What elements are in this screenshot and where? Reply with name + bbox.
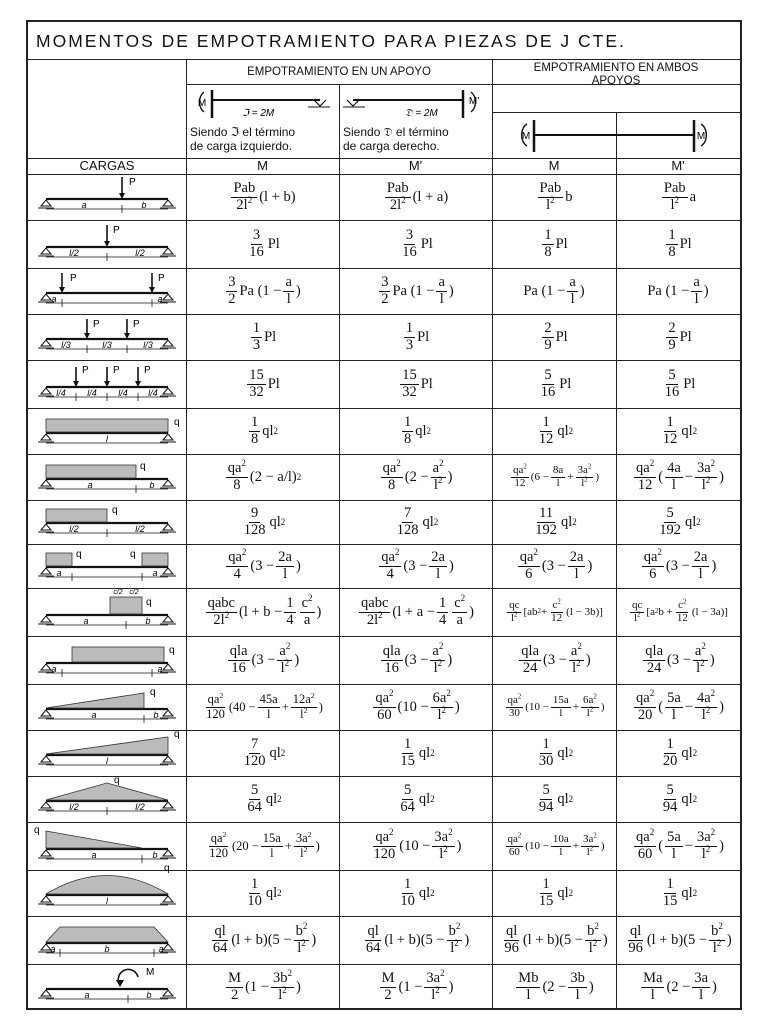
formula-r1-c4: $\frac{\text{Pab}}{l^2}$ a [663, 180, 697, 213]
formula-r1-c3: $\frac{\text{Pab}}{l^2}$ b [539, 180, 573, 213]
dim-l4: l/4 [118, 388, 128, 398]
load-diagram-12 [32, 685, 182, 729]
legend-left-note-2: de carga izquierdo. [190, 139, 293, 153]
formula-r4-c1: $\frac{1}{3}$ Pl [252, 320, 277, 353]
formula-r16-c3: $\frac{1}{15}$ ql 2 [538, 876, 574, 909]
formula-r5-c1: $\frac{15}{32}$ Pl [249, 367, 280, 400]
dim-a: a [87, 480, 93, 490]
dim-a: a [83, 616, 89, 626]
dim-l2: l/2 [69, 524, 79, 534]
dim-l4: l/4 [56, 388, 66, 398]
legend-right-fixed-beam [343, 88, 493, 124]
legend-left-fixed-beam [190, 88, 340, 124]
load-p-label: P [129, 177, 136, 188]
load-m-label: M [146, 967, 155, 978]
header-one-support: EMPOTRAMIENTO EN UN APOYO [247, 66, 431, 78]
load-p-label: P [113, 365, 120, 376]
formula-r17-c4: $\frac{ql}{96}$ (l + b)(5 − $\frac{b^2}{l^2}$ ) [628, 921, 732, 956]
load-p-label: P [93, 319, 100, 330]
header-col-m: M [257, 158, 268, 173]
dim-b: b [141, 200, 147, 210]
formula-r18-c3: $\frac{Mb}{l}$ (2 − $\frac{3b}{l}$ ) [518, 970, 594, 1003]
formula-r4-c3: $\frac{2}{9}$ Pl [544, 320, 568, 353]
load-diagram-2 [32, 221, 182, 267]
formula-r6-c2: $\frac{1}{8}$ ql 2 [403, 414, 432, 447]
dim-a: a [81, 200, 87, 210]
formula-r14-c4: $\frac{5}{94}$ ql 2 [662, 782, 698, 815]
dim-a: a [157, 664, 163, 674]
formula-r7-c2: $\frac{qa^2}{8}$ (2 − $\frac{a^2}{l^2}$ ) [382, 458, 453, 493]
load-diagram-3 [32, 269, 182, 313]
formula-r1-c2: $\frac{\text{Pab}}{2l^2}$ (l + a) [386, 180, 449, 213]
formula-r8-c4: $\frac{5}{192}$ ql 2 [659, 505, 701, 538]
formula-r2-c2: $\frac{3}{16}$ Pl [402, 227, 433, 260]
formula-r10-c3: $\frac{qc}{l^2}$ [ab 2 + $\frac{c^2}{12}$ (l − 3b)] [509, 598, 603, 624]
formula-r4-c4: $\frac{2}{9}$ Pl [668, 320, 692, 353]
load-q-label: q [112, 505, 118, 516]
dim-l4: l/4 [148, 388, 158, 398]
load-q-label: q [34, 825, 40, 836]
dim-l3: l/3 [102, 340, 112, 350]
formula-r5-c3: $\frac{5}{16}$ Pl [540, 367, 572, 400]
load-diagram-7 [32, 455, 182, 499]
dim-a: a [91, 710, 97, 720]
formula-r6-c1: $\frac{1}{8}$ ql 2 [250, 414, 279, 447]
legend-left-note-1: Siendo ℑ el término [190, 125, 296, 139]
formula-r5-c2: $\frac{15}{32}$ Pl [402, 367, 433, 400]
formula-r10-c1: $\frac{\text{qabc}}{2l^2}$ (l + b − $\frac{1}{4}$ $\frac{c^2}{a}$ ) [207, 593, 322, 628]
load-q-label: q [174, 417, 180, 428]
load-diagram-17 [32, 917, 182, 963]
formula-r11-c2: $\frac{\text{qla}}{16}$ (3 − $\frac{a^2}{l^2}$ ) [382, 641, 453, 676]
formula-r15-c4: $\frac{qa^2}{60}$ ( $\frac{5a}{l}$ − $\frac{3a^2}{l^2}$ ) [636, 827, 724, 862]
dim-a: a [56, 568, 62, 578]
load-diagram-10 [32, 589, 182, 635]
formula-r3-c4: Pa (1 − $\frac{a}{l}$ ) [647, 274, 709, 307]
formula-r15-c3: $\frac{qa^2}{60}$ (10 − $\frac{10a}{l}$ + $\frac{3a^2}{l^2}$ ) [507, 832, 605, 858]
formula-r7-c3: $\frac{qa^2}{12}$ (6 − $\frac{8a}{l}$ + $\frac{3a^2}{l^2}$ ) [513, 463, 599, 489]
formula-r12-c2: $\frac{qa^2}{60}$ (10 − $\frac{6a^2}{l^2}$ ) [375, 688, 460, 723]
formula-table [26, 20, 742, 1010]
formula-r16-c1: $\frac{1}{10}$ ql 2 [247, 876, 282, 909]
legend-mp-label: M' [468, 96, 480, 107]
header-both-line-2: APOYOS [591, 75, 641, 87]
load-diagram-9 [32, 545, 182, 587]
dim-l3: l/3 [143, 340, 153, 350]
dim-a: a [158, 944, 164, 954]
formula-r10-c2: $\frac{\text{qabc}}{2l^2}$ (l + a − $\frac{1}{4}$ $\frac{c^2}{a}$ ) [361, 593, 474, 628]
load-q-label: q [164, 863, 170, 874]
formula-r12-c1: $\frac{qa^2}{120}$ (40 − $\frac{45a}{l}$ + $\frac{12a^2}{l^2}$ ) [206, 691, 323, 721]
formula-r2-c4: $\frac{1}{8}$ Pl [668, 227, 692, 260]
dim-l: l [106, 896, 108, 906]
header-col-m-both: M [548, 158, 560, 173]
load-p-label: P [113, 225, 120, 236]
legend-both-m: M [521, 131, 531, 142]
load-q-label: q [130, 549, 136, 560]
load-p-label: P [144, 365, 151, 376]
dim-b: b [149, 480, 155, 490]
dim-l4: l/4 [87, 388, 97, 398]
formula-r15-c2: $\frac{qa^2}{120}$ (10 − $\frac{3a^2}{l^2}$ ) [373, 827, 462, 862]
load-diagram-1 [32, 175, 182, 219]
formula-r12-c4: $\frac{qa^2}{20}$ ( $\frac{5a}{l}$ − $\frac{4a^2}{l^2}$ ) [636, 688, 724, 723]
load-q-label: q [174, 729, 180, 740]
formula-r14-c2: $\frac{5}{64}$ ql 2 [400, 782, 435, 815]
load-q-label: q [150, 687, 156, 698]
load-p-label: P [82, 365, 89, 376]
load-diagram-18 [32, 965, 182, 1009]
dim-a: a [157, 294, 163, 304]
load-diagram-16 [32, 863, 182, 915]
load-diagram-4 [32, 315, 182, 359]
dim-a: a [91, 850, 97, 860]
legend-both-mp: M' [696, 131, 708, 142]
dim-b: b [146, 990, 152, 1000]
load-p-label: P [133, 319, 140, 330]
formula-r18-c1: $\frac{M}{2}$ (1 − $\frac{3b^2}{l^2}$ ) [228, 968, 301, 1003]
formula-r9-c1: $\frac{qa^2}{4}$ (3 − $\frac{2a}{l}$ ) [228, 547, 301, 582]
formula-r1-c1: $\frac{\text{Pab}}{2l^2}$ (l + b) [233, 180, 296, 213]
header-both-line-1: EMPOTRAMIENTO EN AMBOS [533, 62, 699, 74]
legend-both-fixed-beam [516, 118, 726, 158]
formula-r3-c3: Pa (1 − $\frac{a}{l}$ ) [523, 274, 585, 307]
formula-r7-c4: $\frac{qa^2}{12}$ ( $\frac{4a}{l}$ − $\frac{3a^2}{l^2}$ ) [636, 458, 724, 493]
dim-l: l [106, 756, 108, 766]
formula-r8-c3: $\frac{11}{192}$ ql 2 [535, 505, 577, 538]
dim-l: l [106, 434, 108, 444]
formula-r11-c3: $\frac{\text{qla}}{24}$ (3 − $\frac{a^2}{l^2}$ ) [521, 641, 591, 676]
dim-b: b [104, 944, 110, 954]
header-cargas: CARGAS [79, 158, 135, 173]
dim-a: a [84, 990, 90, 1000]
dim-l2: l/2 [69, 248, 79, 258]
formula-r17-c2: $\frac{ql}{64}$ (l + b)(5 − $\frac{b^2}{l^2}$ ) [365, 921, 470, 956]
dim-l2: l/2 [135, 524, 145, 534]
load-diagram-6 [32, 409, 182, 453]
formula-r13-c4: $\frac{1}{20}$ ql 2 [662, 736, 698, 769]
formula-r11-c4: $\frac{\text{qla}}{24}$ (3 − $\frac{a^2}{l^2}$ ) [645, 641, 715, 676]
formula-r5-c4: $\frac{5}{16}$ Pl [664, 367, 696, 400]
header-divider [492, 112, 740, 113]
page-title: MOMENTOS DE EMPOTRAMIENTO PARA PIEZAS DE J CTE. [28, 22, 740, 60]
load-q-label: q [140, 461, 146, 472]
load-diagram-15 [32, 823, 182, 869]
dim-c2: c/2 [129, 589, 139, 596]
formula-r9-c4: $\frac{qa^2}{6}$ (3 − $\frac{2a}{l}$ ) [643, 547, 717, 582]
legend-m-label: M [197, 98, 207, 109]
formula-r18-c2: $\frac{M}{2}$ (1 − $\frac{3a^2}{l^2}$ ) [381, 968, 454, 1003]
load-diagram-13 [32, 731, 182, 775]
formula-r18-c4: $\frac{Ma}{l}$ (2 − $\frac{3a}{l}$ ) [643, 970, 717, 1003]
load-diagram-5 [32, 361, 182, 407]
legend-right-eq: 𝔇 = 2M [405, 108, 438, 119]
formula-r2-c1: $\frac{3}{16}$ Pl [249, 227, 280, 260]
formula-r14-c3: $\frac{5}{94}$ ql 2 [538, 782, 574, 815]
formula-r4-c2: $\frac{1}{3}$ Pl [405, 320, 430, 353]
formula-r14-c1: $\frac{5}{64}$ ql 2 [247, 782, 282, 815]
dim-b: b [153, 710, 159, 720]
formula-r17-c1: $\frac{ql}{64}$ (l + b)(5 − $\frac{b^2}{l^2}$ ) [212, 921, 317, 956]
formula-r10-c4: $\frac{qc}{l^2}$ [a 2 b + $\frac{c^2}{12}$ (l − 3a)] [632, 598, 728, 624]
formula-r7-c1: $\frac{qa^2}{8}$ (2 − a/l) 2 [227, 458, 302, 493]
dim-b: b [152, 850, 158, 860]
formula-r3-c1: $\frac{3}{2}$ Pa (1 − $\frac{a}{l}$ ) [228, 274, 301, 307]
formula-r13-c1: $\frac{7}{120}$ ql 2 [243, 736, 286, 769]
load-q-label: q [76, 549, 82, 560]
legend-right-note-2: de carga derecho. [343, 139, 440, 153]
load-q-label: q [169, 645, 175, 656]
formula-r13-c3: $\frac{1}{30}$ ql 2 [538, 736, 574, 769]
load-diagram-8 [32, 501, 182, 543]
dim-a: a [152, 568, 158, 578]
formula-r16-c2: $\frac{1}{10}$ ql 2 [400, 876, 435, 909]
formula-r15-c1: $\frac{qa^2}{120}$ (20 − $\frac{15a}{l}$ + $\frac{3a^2}{l^2}$ ) [209, 830, 320, 860]
dim-l2: l/2 [135, 802, 145, 812]
formula-r6-c4: $\frac{1}{12}$ ql 2 [662, 414, 698, 447]
load-p-label: P [158, 273, 165, 284]
dim-c2: c/2 [113, 589, 123, 596]
formula-r11-c1: $\frac{\text{qla}}{16}$ (3 − $\frac{a^2}{l^2}$ ) [229, 641, 300, 676]
formula-r8-c1: $\frac{9}{128}$ ql 2 [243, 505, 286, 538]
formula-r13-c2: $\frac{1}{15}$ ql 2 [400, 736, 435, 769]
header-col-mp: M' [408, 158, 423, 173]
dim-a: a [50, 944, 56, 954]
load-q-label: q [146, 597, 152, 608]
load-diagram-14 [32, 777, 182, 821]
formula-r12-c3: $\frac{qa^2}{30}$ (10 − $\frac{15a}{l}$ + $\frac{6a^2}{l^2}$ ) [507, 693, 605, 719]
dim-a: a [51, 294, 57, 304]
formula-r8-c2: $\frac{7}{128}$ ql 2 [396, 505, 439, 538]
header-col-mp-both: M' [671, 158, 685, 173]
dim-a: a [51, 664, 57, 674]
formula-r9-c2: $\frac{qa^2}{4}$ (3 − $\frac{2a}{l}$ ) [381, 547, 454, 582]
dim-l2: l/2 [135, 248, 145, 258]
header-both-supports [492, 62, 740, 88]
load-p-label: P [70, 273, 77, 284]
legend-right-note-1: Siendo 𝔇 el término [343, 125, 449, 139]
dim-l2: l/2 [69, 802, 79, 812]
dim-l3: l/3 [61, 340, 71, 350]
legend-left-eq: ℑ = 2M [242, 108, 275, 119]
formula-r6-c3: $\frac{1}{12}$ ql 2 [538, 414, 574, 447]
formula-r17-c3: $\frac{ql}{96}$ (l + b)(5 − $\frac{b^2}{l^2}$ ) [504, 921, 608, 956]
formula-r9-c3: $\frac{qa^2}{6}$ (3 − $\frac{2a}{l}$ ) [519, 547, 593, 582]
formula-r16-c4: $\frac{1}{15}$ ql 2 [662, 876, 698, 909]
load-q-label: q [114, 775, 120, 786]
formula-r2-c3: $\frac{1}{8}$ Pl [544, 227, 568, 260]
formula-r3-c2: $\frac{3}{2}$ Pa (1 − $\frac{a}{l}$ ) [381, 274, 454, 307]
load-diagram-11 [32, 637, 182, 683]
dim-b: b [145, 616, 151, 626]
